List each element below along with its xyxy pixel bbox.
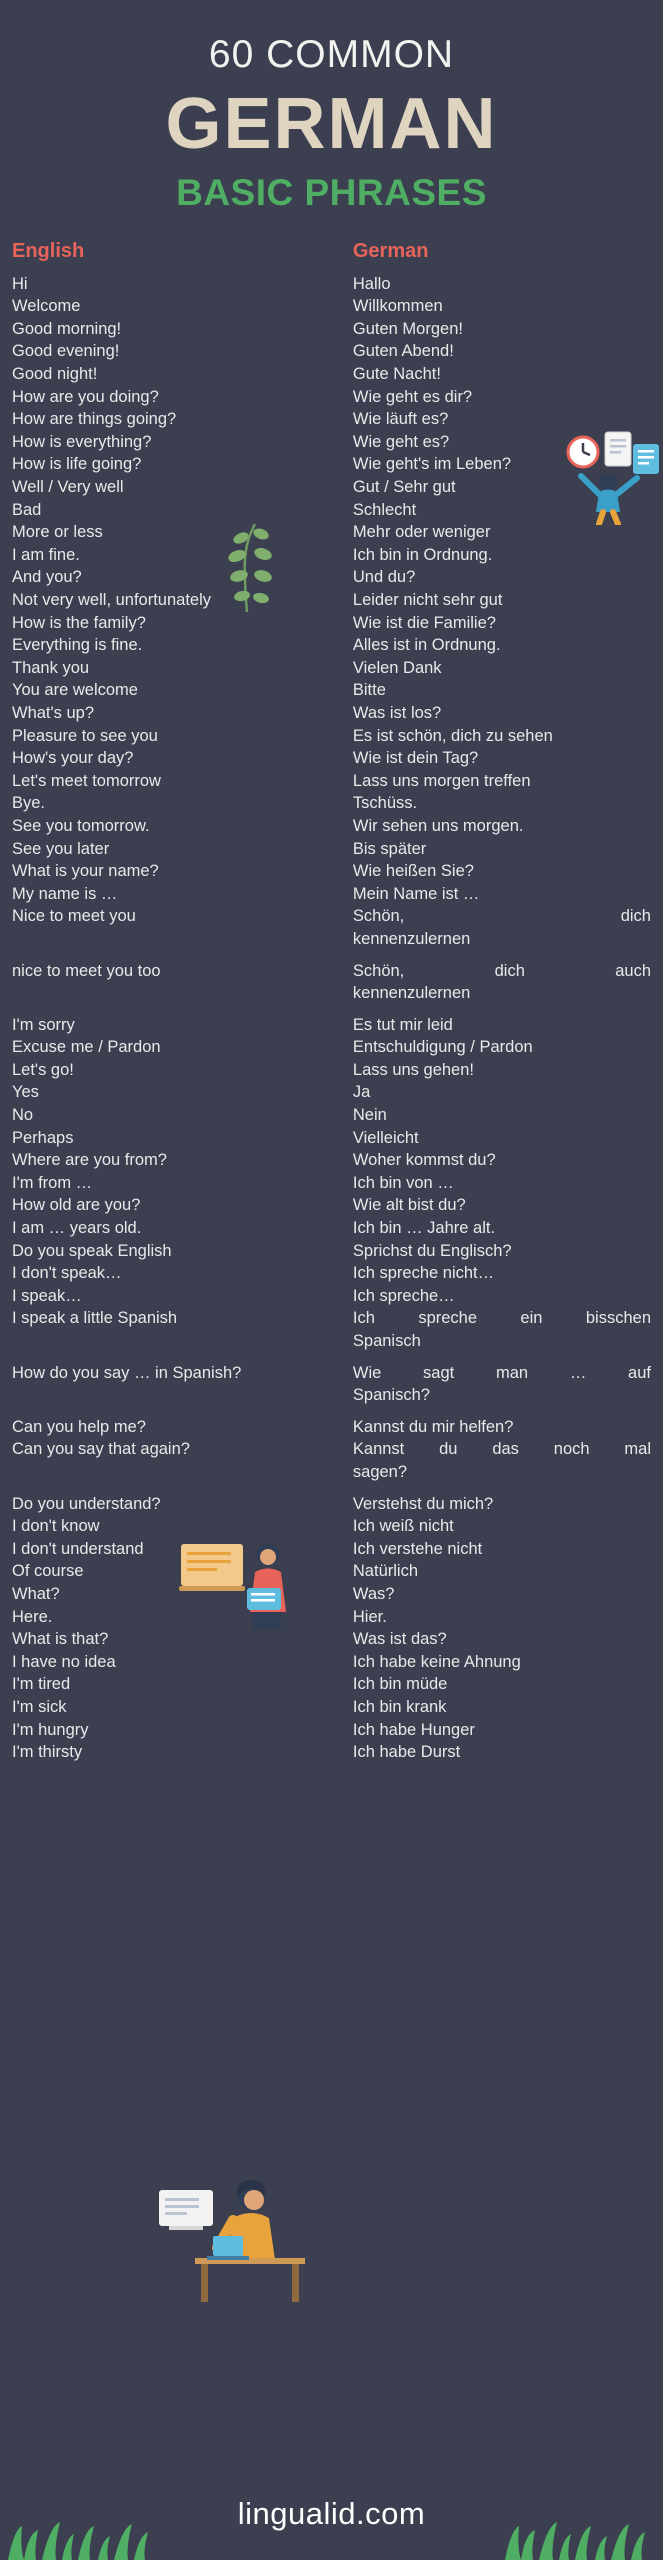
phrase-german: Wie ist die Familie?: [352, 613, 496, 632]
phrase-german: Wie ist dein Tag?: [352, 749, 479, 768]
phrase-german: Kannst du das noch mal sagen?: [353, 1438, 651, 1483]
phrase-german: Ich bin in Ordnung.: [352, 545, 493, 564]
phrase-english: Perhaps: [12, 1128, 74, 1147]
phrase-table: [0, 240, 663, 1764]
phrase-german: Wie geht es dir?: [352, 387, 473, 406]
phrase-german: Tschüss.: [352, 794, 418, 813]
phrase-english: How's your day?: [12, 749, 134, 768]
phrase-german: Mein Name ist …: [352, 884, 480, 903]
phrase-english: Thank you: [12, 658, 90, 677]
phrase-row: [12, 1262, 651, 1285]
phrase-german: Ich spreche ein bisschen Spanisch: [353, 1307, 651, 1352]
phrase-row: [12, 363, 651, 386]
phrase-english: Good night!: [12, 365, 98, 384]
phrase-english: See you later: [12, 839, 110, 858]
phrase-english: I'm from …: [12, 1173, 93, 1192]
phrase-row: [12, 1719, 651, 1742]
phrase-english: Bye.: [12, 794, 46, 813]
phrase-english: I am … years old.: [12, 1219, 142, 1238]
phrase-english: Yes: [12, 1083, 39, 1102]
phrase-german: Ich spreche nicht…: [352, 1264, 495, 1283]
title-line-language: GERMAN: [165, 83, 498, 164]
phrase-row: [12, 960, 651, 1005]
phrase-english: Of course: [12, 1562, 84, 1581]
phrase-english: I'm tired: [12, 1675, 71, 1694]
phrase-english: I don't speak…: [12, 1264, 122, 1283]
column-header-german: German: [352, 239, 429, 262]
phrase-english: I'm sick: [12, 1697, 67, 1716]
phrase-german: Leider nicht sehr gut: [352, 591, 503, 609]
phrase-row: [12, 1628, 651, 1651]
phrase-english: I'm hungry: [12, 1720, 89, 1739]
phrase-german: Ja: [352, 1083, 371, 1102]
phrase-german: Schön, dich auch kennenzulernen: [353, 960, 651, 1005]
phrase-english: Welcome: [12, 297, 81, 316]
phrase-german-continuation: kennenzulernen: [352, 984, 471, 1003]
phrase-row: [12, 1194, 651, 1217]
phrase-german: Wie alt bist du?: [352, 1196, 466, 1215]
phrase-german: Hallo: [352, 274, 391, 293]
phrase-german: Ich verstehe nicht: [352, 1539, 483, 1558]
phrase-english: Can you say that again?: [12, 1440, 190, 1459]
phrase-english: Do you understand?: [12, 1494, 161, 1513]
person-at-desk-illustration: [155, 2170, 330, 2305]
phrase-german: Alles ist in Ordnung.: [352, 636, 501, 655]
phrase-row: [12, 1149, 651, 1172]
phrase-english: Everything is fine.: [12, 636, 143, 655]
phrase-row: [12, 453, 651, 476]
phrase-english: Not very well, unfortunately: [12, 591, 212, 609]
phrase-english: Good morning!: [12, 319, 122, 338]
phrase-english: Let's meet tomorrow: [12, 771, 161, 790]
phrase-row: [12, 1438, 651, 1483]
site-name: lingualid.com: [237, 2496, 426, 2531]
phrase-row: [12, 612, 651, 635]
phrase-german-continuation: Spanisch?: [352, 1386, 430, 1405]
phrase-row: [12, 1104, 651, 1127]
phrase-german-continuation: sagen?: [352, 1462, 408, 1481]
phrase-row: [12, 544, 651, 567]
phrase-german: Bis später: [352, 839, 427, 858]
grass-decoration-left: [8, 2504, 158, 2560]
phrase-english: And you?: [12, 568, 82, 587]
phrase-german: Guten Abend!: [352, 342, 454, 361]
phrase-german: Vielen Dank: [352, 658, 442, 677]
phrase-english: How is everything?: [12, 432, 152, 451]
phrase-german: Ich spreche…: [352, 1286, 455, 1305]
phrase-english: You are welcome: [12, 681, 138, 700]
phrase-row: [12, 1583, 651, 1606]
phrase-row: [12, 860, 651, 883]
phrase-english: I'm sorry: [12, 1015, 75, 1034]
phrase-english: Here.: [12, 1607, 53, 1626]
phrase-row: [12, 1059, 651, 1082]
phrase-row: [12, 747, 651, 770]
phrase-english: Excuse me / Pardon: [12, 1038, 161, 1057]
phrase-row: [12, 1307, 651, 1352]
phrase-english: Nice to meet you: [12, 907, 136, 926]
phrase-english: Bad: [12, 500, 42, 519]
phrase-german: Bitte: [352, 681, 386, 700]
phrase-german: Ich bin von …: [352, 1173, 454, 1192]
phrase-row: [12, 386, 651, 409]
phrase-row: [12, 1515, 651, 1538]
phrase-english: Well / Very well: [12, 478, 124, 497]
phrase-row: [12, 770, 651, 793]
phrase-row: [12, 1538, 651, 1561]
phrase-german: Hier.: [352, 1607, 387, 1626]
phrase-english: Pleasure to see you: [12, 726, 158, 745]
phrase-row: [12, 318, 651, 341]
phrase-english: How is the family?: [12, 613, 146, 632]
phrase-german: Kannst du mir helfen?: [352, 1417, 514, 1436]
phrase-german: Ich bin … Jahre alt.: [352, 1219, 496, 1238]
phrase-german: Wie läuft es?: [352, 410, 449, 429]
phrase-german: Ich weiß nicht: [352, 1517, 454, 1536]
phrase-english: What is that?: [12, 1630, 109, 1649]
phrase-german: Lass uns morgen treffen: [352, 771, 531, 790]
phrase-german: Es tut mir leid: [352, 1015, 453, 1034]
phrase-german: Verstehst du mich?: [352, 1494, 494, 1513]
phrase-row: [12, 1606, 651, 1629]
phrase-german: Ich bin krank: [352, 1697, 447, 1716]
phrase-english: I am fine.: [12, 545, 80, 564]
phrase-row: [12, 295, 651, 318]
phrase-english: See you tomorrow.: [12, 816, 150, 835]
phrase-row: [12, 1081, 651, 1104]
phrase-row: [12, 273, 651, 296]
phrase-row: [12, 1172, 651, 1195]
phrase-row: [12, 815, 651, 838]
phrase-english: Can you help me?: [12, 1417, 146, 1436]
phrase-german: Was ist los?: [352, 703, 442, 722]
phrase-row: [12, 1036, 651, 1059]
phrase-german: Guten Morgen!: [352, 319, 463, 338]
phrase-english: How old are you?: [12, 1196, 141, 1215]
title-line-subject: BASIC PHRASES: [176, 171, 487, 213]
phrase-row: [12, 838, 651, 861]
phrase-row: [12, 566, 651, 589]
phrase-english: nice to meet you too: [12, 961, 161, 980]
phrase-row: [12, 725, 651, 748]
phrase-row: [12, 702, 651, 725]
phrase-english: What is your name?: [12, 862, 159, 881]
phrase-german: Gute Nacht!: [352, 365, 441, 384]
phrase-english: What's up?: [12, 703, 95, 722]
phrase-english: Let's go!: [12, 1060, 74, 1079]
phrase-row: [12, 792, 651, 815]
phrase-german: Woher kommst du?: [352, 1151, 496, 1170]
phrase-english: Where are you from?: [12, 1151, 167, 1170]
phrase-row: [12, 521, 651, 544]
phrase-english: Do you speak English: [12, 1241, 172, 1260]
phrase-german: Wie geht's im Leben?: [352, 455, 512, 474]
phrase-row: [12, 1127, 651, 1150]
phrase-german: Sprichst du Englisch?: [352, 1241, 512, 1260]
phrase-german: Ich habe Hunger: [352, 1720, 475, 1739]
phrase-english: I speak a little Spanish: [12, 1309, 178, 1328]
phrase-german: Ich bin müde: [352, 1675, 448, 1694]
phrase-english: Good evening!: [12, 342, 120, 361]
phrase-row: [12, 340, 651, 363]
phrase-row: [12, 1560, 651, 1583]
phrase-row: [12, 589, 651, 612]
phrase-german: Ich habe Durst: [352, 1743, 461, 1762]
phrase-german-continuation: Spanisch: [352, 1332, 421, 1350]
title-line-count: 60 COMMON: [208, 33, 455, 76]
phrase-english: How are you doing?: [12, 387, 159, 406]
phrase-german: Vielleicht: [352, 1128, 419, 1147]
phrase-german: Es ist schön, dich zu sehen: [352, 726, 553, 745]
phrase-row: [12, 476, 651, 499]
phrase-row: [12, 1014, 651, 1037]
phrase-row: [12, 883, 651, 906]
phrase-row: [12, 1696, 651, 1719]
phrase-row: [12, 1285, 651, 1308]
phrase-english: I don't understand: [12, 1539, 144, 1558]
phrase-german: Wie heißen Sie?: [352, 862, 474, 881]
phrase-german-continuation: kennenzulernen: [352, 929, 471, 948]
phrase-english: I'm thirsty: [12, 1743, 83, 1762]
phrase-row: [12, 1416, 651, 1439]
phrase-rows: [12, 273, 651, 1764]
grass-decoration-right: [505, 2504, 655, 2560]
phrase-english: How is life going?: [12, 455, 142, 474]
phrase-german: Was?: [352, 1584, 395, 1603]
phrase-english: How are things going?: [12, 410, 177, 429]
phrase-german: Entschuldigung / Pardon: [352, 1038, 533, 1057]
phrase-row: [12, 1673, 651, 1696]
phrase-german: Mehr oder weniger: [352, 523, 491, 542]
phrase-german: Willkommen: [352, 297, 443, 316]
phrase-row: [12, 1741, 651, 1764]
phrase-english: I have no idea: [12, 1652, 116, 1671]
phrase-german: Was ist das?: [352, 1630, 447, 1649]
phrase-row: [12, 1493, 651, 1516]
phrase-english: Hi: [12, 274, 28, 293]
phrase-english: My name is …: [12, 884, 118, 903]
phrase-german: Ich habe keine Ahnung: [352, 1652, 521, 1671]
phrase-row: [12, 431, 651, 454]
phrase-row: [12, 634, 651, 657]
phrase-german: Schlecht: [352, 500, 417, 519]
phrase-row: [12, 657, 651, 680]
phrase-row: [12, 1217, 651, 1240]
phrase-row: [12, 499, 651, 522]
phrase-german: Wir sehen uns morgen.: [352, 816, 524, 835]
phrase-german: Schön, dich kennenzulernen: [353, 905, 651, 950]
poster-header: [0, 0, 663, 214]
phrase-german: Wie geht es?: [352, 432, 450, 451]
phrase-row: [12, 1651, 651, 1674]
phrase-german: Wie sagt man … auf Spanisch?: [353, 1362, 651, 1407]
phrase-english: No: [12, 1106, 34, 1125]
phrase-english: I speak…: [12, 1286, 82, 1305]
table-headers: [12, 240, 651, 263]
phrase-row: [12, 1240, 651, 1263]
phrase-row: [12, 1362, 651, 1407]
phrase-german: Nein: [352, 1106, 387, 1125]
column-header-english: English: [12, 239, 85, 262]
phrase-row: [12, 679, 651, 702]
phrase-german: Natürlich: [352, 1562, 418, 1581]
phrase-english: What?: [12, 1584, 60, 1603]
phrase-english: I don't know: [12, 1517, 100, 1536]
phrase-german: Gut / Sehr gut: [352, 478, 456, 497]
phrase-row: [12, 408, 651, 431]
phrase-english: How do you say … in Spanish?: [12, 1363, 242, 1382]
phrase-german: Lass uns gehen!: [352, 1060, 474, 1079]
phrase-english: More or less: [12, 523, 103, 542]
phrase-row: [12, 905, 651, 950]
phrase-german: Und du?: [352, 568, 416, 587]
